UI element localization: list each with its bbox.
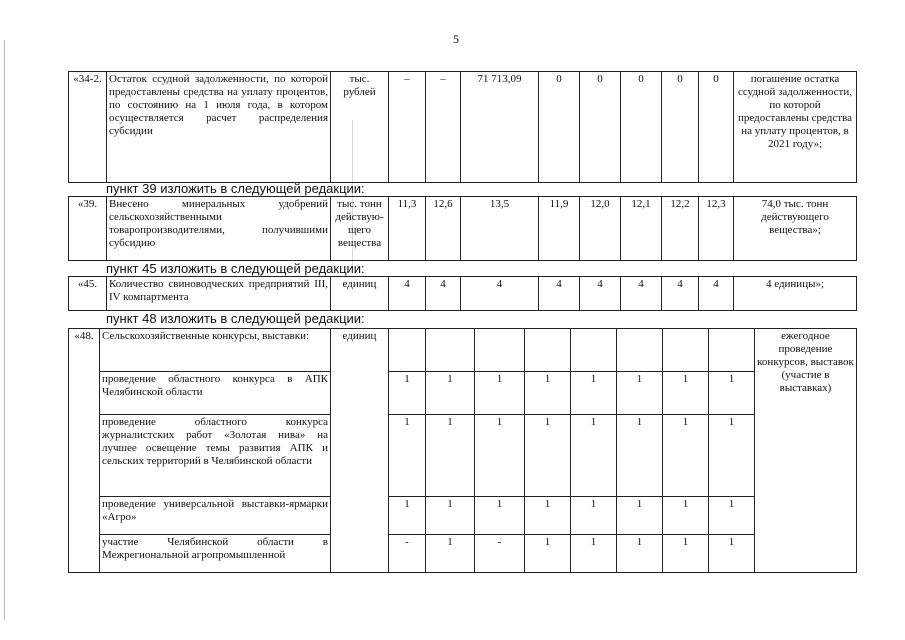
table-row-39: [68, 196, 857, 261]
subrow-name: проведение областного конкурса в АПК Челябинской области: [100, 372, 331, 415]
value-cell: [525, 329, 571, 372]
table-row-45: [68, 276, 857, 311]
value-cell: 12,0: [580, 197, 621, 261]
amendment-instruction-39: пункт 39 изложить в следующей редакции:: [106, 181, 365, 196]
subrow-name: проведение универсальной выставки-ярмарки «Агро»: [100, 497, 331, 535]
value-cell: 4: [426, 277, 461, 311]
page-margin-line: [4, 40, 5, 620]
value-cell: 4: [699, 277, 734, 311]
value-cell: 71 713,09: [461, 72, 539, 183]
value-cell: 1: [663, 372, 709, 415]
unit: единиц: [331, 277, 389, 311]
value-cell: [475, 329, 525, 372]
value-cell: -: [389, 535, 426, 573]
value-cell: 1: [475, 372, 525, 415]
target-value: ежегодное проведение конкурсов, выставок (участие в выставках): [755, 329, 857, 573]
value-cell: 1: [617, 415, 663, 497]
amendment-instruction-48: пункт 48 изложить в следующей редакции:: [106, 311, 365, 326]
subrow-name: участие Челябинской области в Межрегиональной агропромышленной: [100, 535, 331, 573]
value-cell: 12,6: [426, 197, 461, 261]
value-cell: 0: [662, 72, 699, 183]
table-row-48: [68, 328, 857, 573]
value-cell: 1: [426, 535, 475, 573]
value-cell: -: [475, 535, 525, 573]
value-cell: 12,2: [662, 197, 699, 261]
value-cell: 1: [617, 372, 663, 415]
row-number: «48.: [69, 329, 100, 573]
value-cell: 1: [426, 372, 475, 415]
value-cell: 1: [663, 415, 709, 497]
value-cell: 0: [539, 72, 580, 183]
table-row-34-2: [68, 71, 857, 183]
value-cell: –: [426, 72, 461, 183]
value-cell: 1: [663, 535, 709, 573]
value-cell: [389, 329, 426, 372]
value-cell: 1: [525, 535, 571, 573]
value-cell: 1: [389, 415, 426, 497]
indicator-name: Количество свиноводческих предприятий III, IV компартмента: [107, 277, 331, 311]
value-cell: 1: [426, 415, 475, 497]
value-cell: 4: [662, 277, 699, 311]
value-cell: 1: [475, 415, 525, 497]
indicator-name: Остаток ссудной задолженности, по которой предоставлены средства на уплату процентов, по состоянию на 1 июля года, в котором осуществляется расчет распределения субсидии: [107, 72, 331, 183]
target-value: 74,0 тыс. тонн действующего вещества»;: [734, 197, 857, 261]
value-cell: 0: [621, 72, 662, 183]
value-cell: 1: [709, 535, 755, 573]
value-cell: 12,3: [699, 197, 734, 261]
value-cell: 1: [475, 497, 525, 535]
target-value: погашение остатка ссудной задолженности, по которой предоставлены средства на уплату процентов, в 2021 году»;: [734, 72, 857, 183]
value-cell: [617, 329, 663, 372]
value-cell: 1: [709, 497, 755, 535]
subrow-name: проведение областного конкурса журналистских работ «Золотая нива» на лучшее освещение темы развития АПК и сельских территорий в Челябинской области: [100, 415, 331, 497]
page-number: 5: [453, 32, 459, 46]
value-cell: 1: [426, 497, 475, 535]
value-cell: 1: [709, 415, 755, 497]
value-cell: 1: [617, 535, 663, 573]
row-number: «39.: [69, 197, 107, 261]
value-cell: 4: [580, 277, 621, 311]
value-cell: 0: [699, 72, 734, 183]
value-cell: 1: [571, 497, 617, 535]
value-cell: 1: [389, 372, 426, 415]
value-cell: [426, 329, 475, 372]
value-cell: 1: [617, 497, 663, 535]
value-cell: 1: [389, 497, 426, 535]
indicator-name: Внесено минеральных удобрений сельскохозяйственными товаропроизводителями, получившими субсидию: [107, 197, 331, 261]
value-cell: 11,3: [389, 197, 426, 261]
unit: тыс. тонн действую-щего вещества: [331, 197, 389, 261]
value-cell: 1: [663, 497, 709, 535]
value-cell: 4: [389, 277, 426, 311]
value-cell: 11,9: [539, 197, 580, 261]
value-cell: 1: [571, 535, 617, 573]
value-cell: 1: [709, 372, 755, 415]
indicator-name: Сельскохозяйственные конкурсы, выставки:: [100, 329, 331, 372]
unit: единиц: [331, 329, 389, 573]
value-cell: 12,1: [621, 197, 662, 261]
value-cell: [709, 329, 755, 372]
value-cell: 1: [525, 415, 571, 497]
value-cell: 4: [461, 277, 539, 311]
value-cell: [663, 329, 709, 372]
target-value: 4 единицы»;: [734, 277, 857, 311]
value-cell: 4: [539, 277, 580, 311]
value-cell: 0: [580, 72, 621, 183]
amendment-instruction-45: пункт 45 изложить в следующей редакции:: [106, 261, 365, 276]
row-number: «45.: [69, 277, 107, 311]
value-cell: 1: [571, 415, 617, 497]
unit: тыс. рублей: [331, 72, 389, 183]
value-cell: 1: [571, 372, 617, 415]
row-number: «34-2.: [69, 72, 107, 183]
value-cell: 1: [525, 372, 571, 415]
value-cell: 4: [621, 277, 662, 311]
value-cell: 13,5: [461, 197, 539, 261]
value-cell: –: [389, 72, 426, 183]
value-cell: 1: [525, 497, 571, 535]
value-cell: [571, 329, 617, 372]
